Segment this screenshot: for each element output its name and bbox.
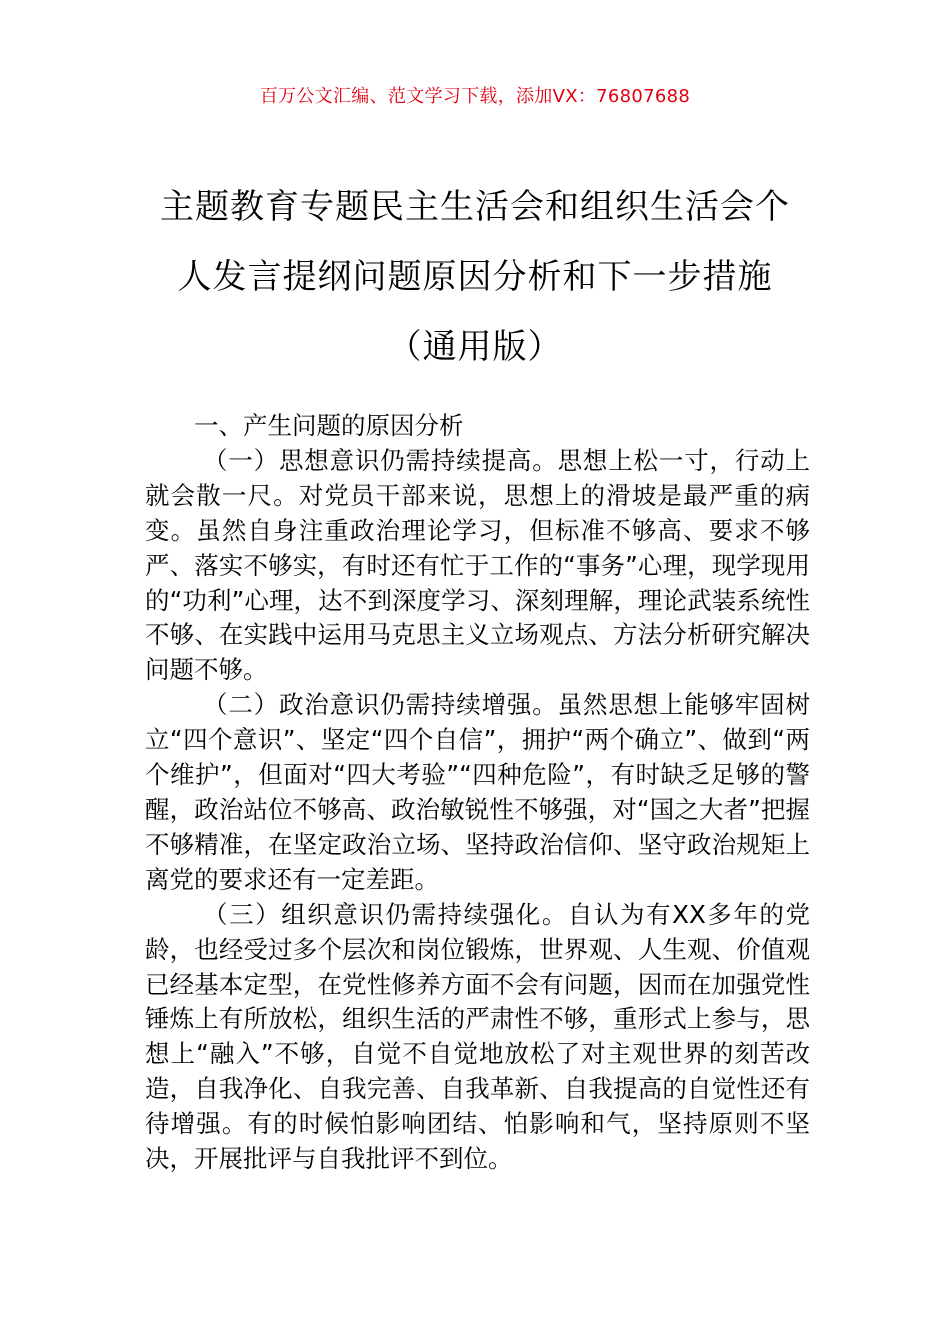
title-line-1: 主题教育专题民主生活会和组织生活会个 <box>160 187 790 227</box>
paragraph-1: （一）思想意识仍需持续提高。思想上松一寸，行动上就会散一尺。对党员干部来说，思想上的滑坡是最严重的病变。虽然自身注重政治理论学习，但标准不够高、要求不够严、落实不够实，有时还有忙于工作的“事务”心理，现学现用的“功利”心理，达不到深度学习、深刻理解，理论武装系统性不够、在实践中运用马克思主义立场观点、方法分析研究解决问题不够。 <box>145 445 810 685</box>
paragraph-2: （二）政治意识仍需持续增强。虽然思想上能够牢固树立“四个意识”、坚定“四个自信”，拥护“两个确立”、做到“两个维护”，但面对“四大考验”“四种危险”，有时缺乏足够的警醒，政治站位不够高、政治敏锐性不够强，对“国之大者”把握不够精准，在坚定政治立场、坚持政治信仰、坚守政治规矩上离党的要求还有一定差距。 <box>145 690 810 894</box>
paragraph-3: （三）组织意识仍需持续强化。自认为有XX多年的党龄，也经受过多个层次和岗位锻炼，世界观、人生观、价值观已经基本定型，在党性修养方面不会有问题，因而在加强党性锤炼上有所放松，组织生活的严肃性不够，重形式上参与，思想上“融入”不够，自觉不自觉地放松了对主观世界的刻苦改造，自我净化、自我完善、自我革新、自我提高的自觉性还有待增强。有的时候怕影响团结、怕影响和气，坚持原则不坚决，开展批评与自我批评不到位。 <box>145 899 810 1174</box>
title-line-3: （通用版） <box>387 327 563 367</box>
watermark-banner: 百万公文汇编、范文学习下载，添加VX：76807688 <box>259 86 691 107</box>
document-body <box>145 409 810 1177</box>
title-line-2: 人发言提纲问题原因分析和下一步措施 <box>177 257 773 297</box>
document-title <box>100 172 850 382</box>
section-heading: 一、产生问题的原因分析 <box>194 411 464 440</box>
